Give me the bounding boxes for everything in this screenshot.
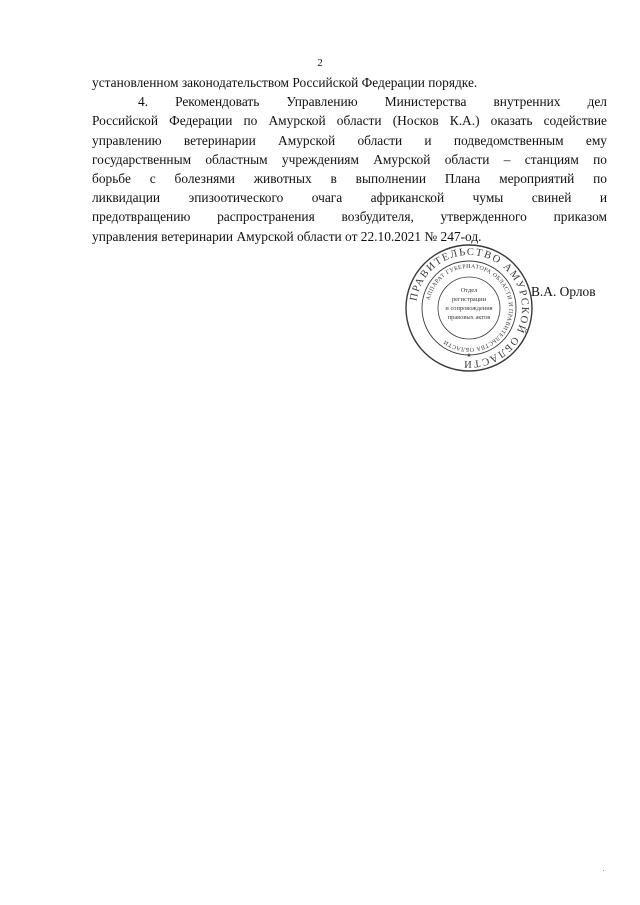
seal-outer-text: ПРАВИТЕЛЬСТВО АМУРСКОЙ ОБЛАСТИ xyxy=(408,246,531,370)
seal-center-line: Отдел xyxy=(460,287,478,294)
body-line: установленном законодательством Российской Федерации порядке. xyxy=(92,75,478,90)
body-line: предотвращению распространения возбудителя, утвержденного приказом xyxy=(92,209,607,225)
scan-speck xyxy=(603,870,604,871)
page-number: 2 xyxy=(317,57,323,69)
body-line: ликвидации эпизоотического очага африканской чумы свиней и xyxy=(92,190,607,206)
body-line: государственным областным учреждениям Амурской области – станциям по xyxy=(92,151,607,167)
body-line: 4. Рекомендовать Управлению Министерства внутренних дел xyxy=(138,94,607,110)
body-line: управления ветеринарии Амурской области от 22.10.2021 № 247-од. xyxy=(92,228,482,244)
seal-inner-text: АППАРАТ ГУБЕРНАТОРА ОБЛАСТИ И ПРАВИТЕЛЬСТВА ОБЛАСТИ xyxy=(425,263,514,353)
body-line: борьбе с болезнями животных в выполнении Плана мероприятий по xyxy=(92,171,607,187)
signatory-name: В.А. Орлов xyxy=(531,284,596,299)
seal-center-line: правовых актов xyxy=(447,314,491,321)
body-paragraphs xyxy=(92,73,607,246)
body-line: Российской Федерации по Амурской области (Носков К.А.) оказать содействие xyxy=(92,113,607,129)
body-line: управлению ветеринарии Амурской области и подведомственным ему xyxy=(92,132,607,148)
seal-star-icon: ★ xyxy=(466,352,472,359)
official-seal xyxy=(403,242,535,374)
seal-center-line: и сопровождения xyxy=(445,305,493,312)
seal-center-line: регистрации xyxy=(451,296,487,303)
